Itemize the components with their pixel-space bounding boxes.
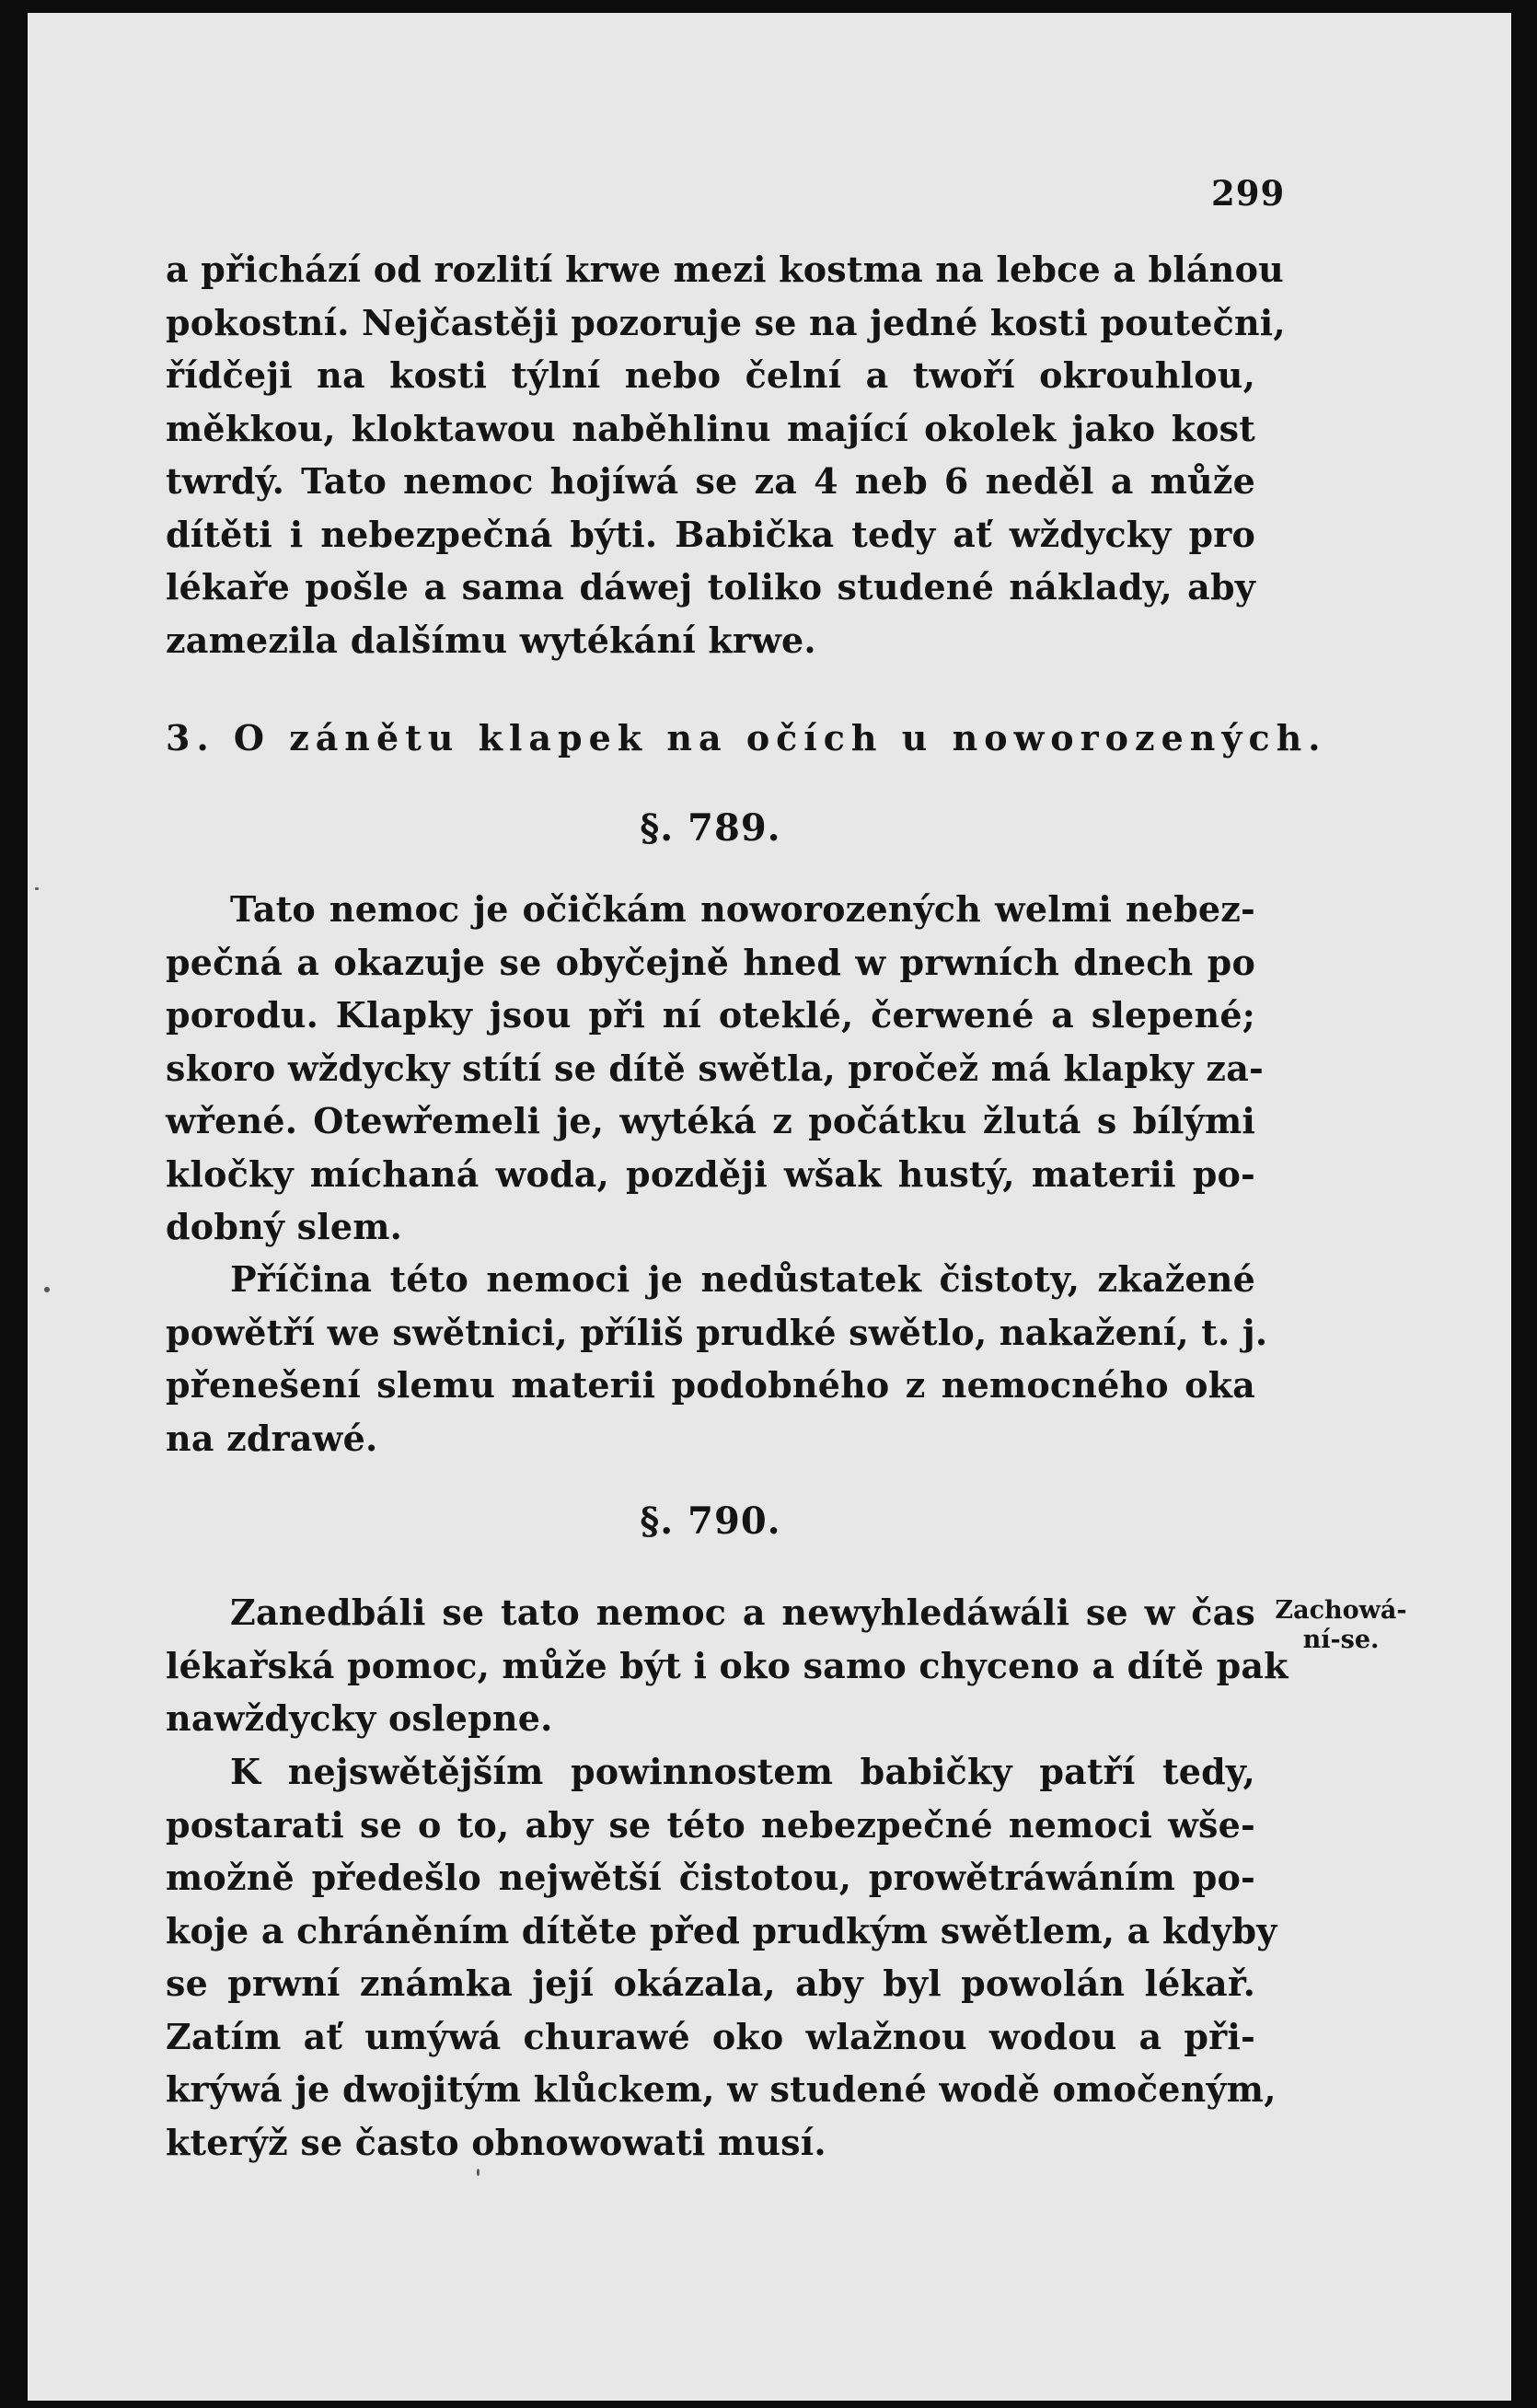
text-line: dítěti i nebezpečná býti. Babička tedy ať wždycky pro [166, 513, 1255, 555]
chapter-heading: 3. O zánětu klapek na očích u noworozených. [166, 717, 1327, 758]
text-line: řídčeji na kosti týlní nebo čelní a twoří okrouhlou, [166, 354, 1255, 396]
text-line: lékaře pošle a sama dáwej toliko studené náklady, aby [166, 566, 1255, 608]
text-line: postarati se o to, aby se této nebezpečné nemoci wše- [166, 1803, 1255, 1846]
text-line: zamezila dalšímu wytékání krwe. [166, 619, 816, 661]
text-line: a přichází od rozlití krwe mezi kostma na lebce a blánou [166, 249, 1284, 290]
paragraph-790-b [166, 1745, 1277, 2169]
text-line: Tato nemoc je očičkám noworozených welmi nebez- [230, 888, 1255, 930]
text-line: se prwní známka její okázala, aby byl powolán lékař. [166, 1962, 1255, 2004]
speck [35, 887, 39, 890]
text-line: porodu. Klapky jsou při ní oteklé, čerwené a slepené; [166, 994, 1255, 1036]
text-line: přenešení slemu materii podobného z nemocného oka [166, 1364, 1255, 1406]
margin-note [1272, 1596, 1410, 1655]
text-line: na zdrawé. [166, 1417, 378, 1459]
paragraph-789-a [166, 883, 1264, 1254]
text-line: lékařská pomoc, může být i oko samo chyceno a dítě pak [166, 1644, 1289, 1686]
text-line: nawždycky oslepne. [166, 1697, 553, 1739]
text-line: Zatím ať umýwá churawé oko wlažnou wodou a při- [166, 2015, 1255, 2057]
speck [44, 1287, 50, 1292]
text-line: kločky míchaná woda, později wšak hustý, materii po- [166, 1152, 1255, 1195]
text-line: K nejswětějším powinnostem babičky patří tedy, [230, 1751, 1255, 1792]
text-line: twrdý. Tato nemoc hojíwá se za 4 neb 6 neděl a může [166, 460, 1255, 502]
text-line: krýwá je dwojitým klůckem, w studené wodě omočeným, [166, 2068, 1277, 2110]
book-page [28, 13, 1511, 2401]
text-line: pokostní. Nejčastěji pozoruje se na jedné kosti poutečni, [166, 301, 1286, 343]
text-line: pečná a okazuje se obyčejně hned w prwních dnech po [166, 941, 1255, 983]
speck [477, 2169, 480, 2176]
text-line: powětří we swětnici, příliš prudké swětlo, nakažení, t. j. [166, 1311, 1268, 1353]
margin-note-line: ní-se. [1302, 1626, 1380, 1654]
text-line: wřené. Otewřemeli je, wytéká z počátku žlutá s bílými [166, 1100, 1255, 1141]
text-line: Příčina této nemoci je nedůstatek čistoty, zkažené [230, 1258, 1255, 1300]
text-line: měkkou, kloktawou naběhlinu mající okolek jako kost [166, 407, 1255, 449]
paragraph-789-b [166, 1253, 1268, 1464]
text-line: dobný slem. [166, 1206, 403, 1247]
page-number: 299 [1211, 173, 1286, 214]
text-line: koje a chráněním dítěte před prudkým swětlem, a kdyby [166, 1909, 1277, 1951]
section-790-title: §. 790. [640, 1499, 781, 1543]
text-line: možně předešlo nejwětší čistotou, prowětráwáním po- [166, 1857, 1255, 1898]
intro-paragraph [166, 243, 1286, 666]
section-789-title: §. 789. [640, 806, 781, 850]
margin-note-line: Zachowá- [1275, 1596, 1407, 1625]
text-line: skoro wždycky stítí se dítě swětla, pročež má klapky za- [166, 1047, 1264, 1089]
paragraph-790-a [166, 1586, 1289, 1745]
text-line: Zanedbáli se tato nemoc a newyhledáwáli se w čas [230, 1592, 1255, 1633]
text-line: kterýž se často obnowowati musí. [166, 2121, 826, 2163]
